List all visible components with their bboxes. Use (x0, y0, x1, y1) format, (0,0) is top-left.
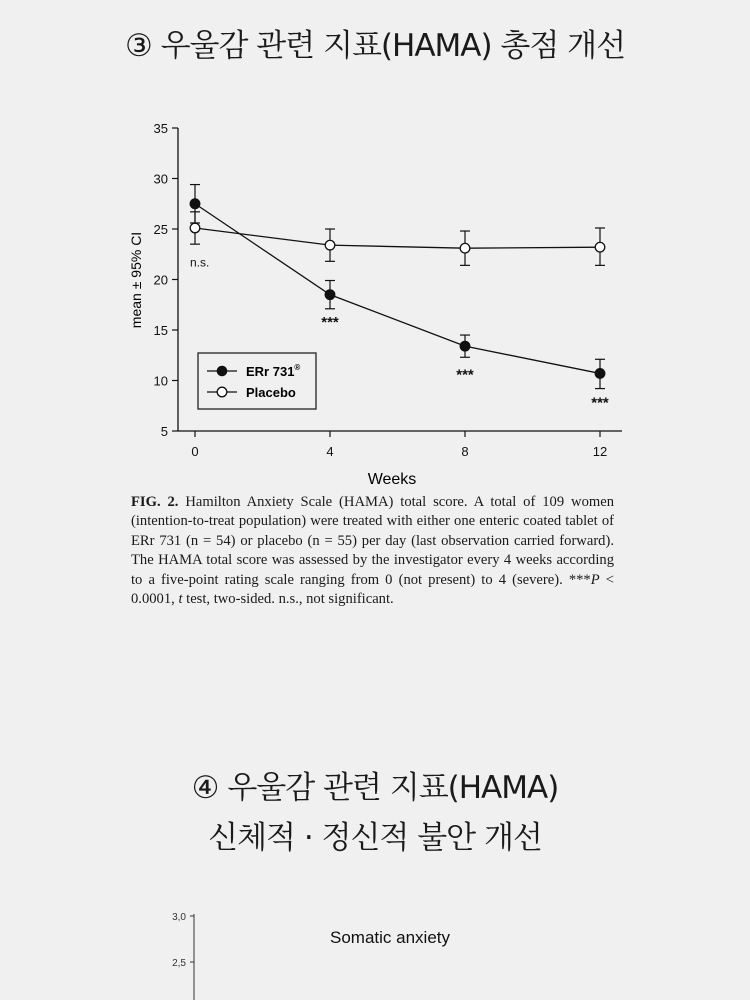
caption-text-b: < 0.0001, (131, 571, 614, 608)
significance-marker: *** (456, 366, 474, 384)
point-placebo (190, 223, 200, 233)
caption-label: FIG. 2. (131, 494, 179, 510)
legend-label-errr731: ERr 731® (246, 363, 301, 379)
point-err731 (595, 369, 605, 379)
section-3-title: ③ 우울감 관련 지표(HAMA) 총점 개선 (124, 28, 626, 64)
point-err731 (460, 341, 470, 351)
point-placebo (325, 240, 335, 250)
x-tick-label: 4 (326, 444, 334, 459)
y-tick-label: 15 (153, 323, 168, 338)
point-placebo (595, 242, 605, 252)
y-tick-label: 10 (153, 373, 168, 389)
legend-marker-errr731 (217, 366, 227, 376)
significance-marker: *** (591, 394, 609, 412)
section-4-title-line1: ④ 우울감 관련 지표(HAMA) (191, 770, 559, 806)
caption-p: P (590, 571, 600, 588)
ns-label: n.s. (190, 255, 210, 270)
legend (198, 353, 316, 409)
chart2-tick-label-25: 2,5 (172, 958, 186, 969)
x-tick-label: 12 (592, 444, 608, 459)
legend-marker-placebo (217, 387, 227, 397)
x-tick-label: 0 (191, 444, 199, 459)
chart2-title: Somatic anxiety (330, 928, 450, 947)
figure-caption (131, 493, 614, 609)
caption-text-c: test, two-sided. n.s., not significant. (182, 591, 394, 608)
x-tick-label: 8 (461, 444, 469, 459)
series-line-err731 (195, 204, 600, 374)
y-tick-label: 30 (153, 171, 168, 187)
significance-marker: *** (321, 313, 339, 331)
y-tick-label: 35 (153, 121, 168, 136)
point-err731 (190, 199, 200, 209)
hama-total-score-chart (0, 0, 750, 490)
x-axis-label: Weeks (367, 471, 417, 488)
chart2-tick-label-3: 3,0 (172, 912, 186, 923)
y-axis-label: mean ± 95% CI (128, 231, 144, 329)
y-tick-label: 20 (153, 272, 168, 288)
y-tick-label: 25 (153, 222, 168, 237)
section-4-title-line2: 신체적 · 정신적 불안 개선 (208, 820, 542, 856)
point-placebo (460, 243, 470, 253)
point-err731 (325, 290, 335, 300)
caption-t: t (178, 591, 183, 608)
caption-text-a: Hamilton Anxiety Scale (HAMA) total score. A total of 109 women (intention-to-treat population) were treated with either one enteric coated tablet of ERr 731 (n = 54) or placebo (n = 55) per day (last observation carried forward). The HAMA total score was assessed by the investigator every 4 weeks according to a five-point rating scale ranging from 0 (not present) to 4 (severe). *** (131, 494, 614, 588)
y-tick-label: 5 (160, 424, 168, 439)
legend-label-placebo: Placebo (246, 385, 296, 400)
